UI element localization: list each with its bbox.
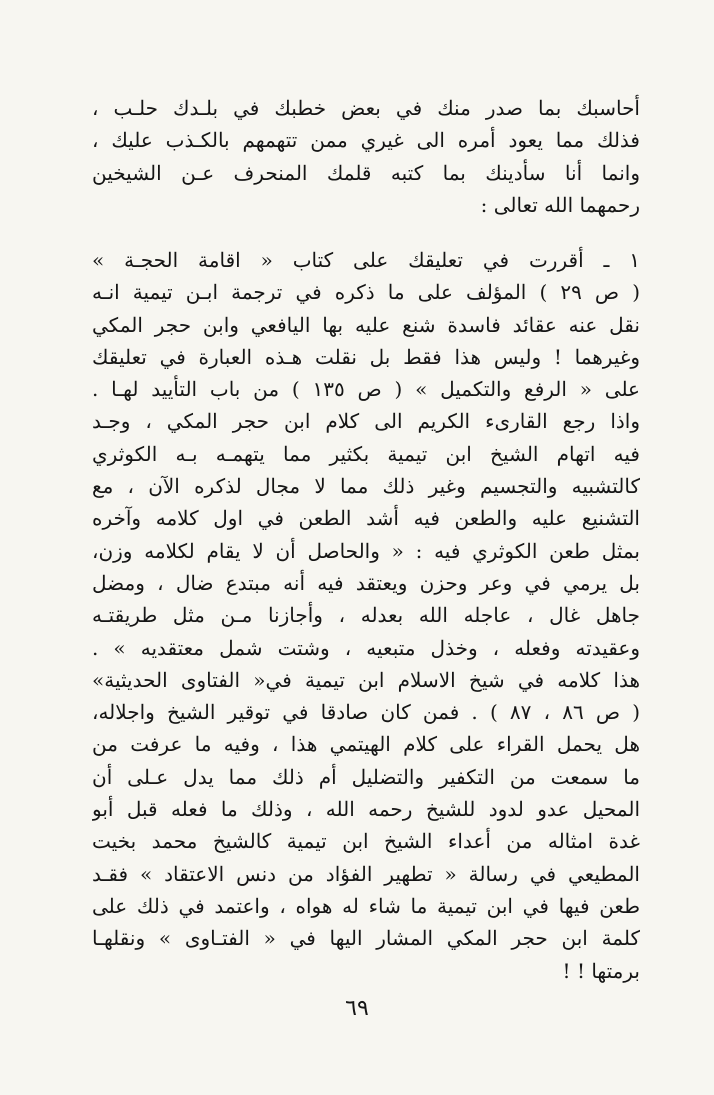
- text-line: المطيعي في رسالة « تطهير الفؤاد من دنس الاعتقاد » فقـد: [92, 861, 640, 886]
- text-line: كلمة ابن حجر المكي المشار اليها في « الفتـاوى » ونقلهـا: [92, 926, 640, 951]
- text-line: برمتها ! !: [562, 958, 640, 983]
- text-line: ١ ـ أقررت في تعليقك على كتاب « اقامة الحجـة »: [92, 248, 640, 272]
- text-line: المحيل عدو لدود للشيخ رحمه الله ، وذلك ما فعله قبل أبو: [92, 797, 640, 822]
- paragraph-2: [92, 244, 640, 987]
- text-line: جاهل غال ، عاجله الله بعدله ، وأجازنا مـن مثل طريقتـه: [92, 603, 640, 628]
- text-line: ما سمعت من التكفير والتضليل أم ذلك مما يدل عـلى أن: [92, 764, 640, 789]
- text-line: ( ص ٨٦ ، ٨٧ ) . فمن كان صادقا في توقير الشيخ واجلاله،: [92, 700, 640, 725]
- text-line: وغيرهما ! وليس هذا فقط بل نقلت هـذه العبارة في تعليقك: [92, 344, 640, 369]
- text-line: فذلك مما يعود أمره الى غيري ممن تتهمهم بالكـذب عليك ،: [92, 128, 640, 153]
- text-line: نقل عنه عقائد فاسدة شنع عليه بها اليافعي وابن حجر المكي: [92, 312, 640, 337]
- text-line: التشنيع عليه والطعن فيه أشد الطعن في اول كلامه وآخره: [92, 506, 640, 531]
- text-line: هل يحمل القراء على كلام الهيتمي هذا ، وفيه ما عرفت من: [92, 732, 640, 757]
- text-line: وانما أنا سأدينك بما كتبه قلمك المنحرف عـن الشيخين: [92, 160, 640, 185]
- text-line: أحاسبك بما صدر منك في بعض خطبك في بلـدك حلـب ،: [92, 96, 640, 120]
- text-line: بمثل طعن الكوثري فيه : « والحاصل أن لا يقام لكلامه وزن،: [92, 538, 640, 563]
- text-line: ( ص ٢٩ ) المؤلف على ما ذكره في ترجمة ابـن تيمية انـه: [92, 280, 640, 305]
- text-line: غدة امثاله من أعداء الشيخ ابن تيمية كالشيخ محمد بخيت: [92, 829, 640, 854]
- text-line: واذا رجع القارىء الكريم الى كلام ابن حجر المكي ، وجـد: [92, 409, 640, 434]
- text-line: هذا كلامه في شيخ الاسلام ابن تيمية في« الفتاوى الحديثية»: [92, 667, 640, 692]
- text-line: فيه اتهام الشيخ ابن تيمية بكثير مما يتهمـه بـه الكوثري: [92, 441, 640, 466]
- text-line: كالتشبيه والتجسيم وغير ذلك مما لا مجال لذكره الآن ، مع: [92, 474, 640, 499]
- text-line: على « الرفع والتكميل » ( ص ١٣٥ ) من باب التأييد لهـا .: [92, 377, 640, 402]
- text-line: بل يرمي في وعر وحزن ويعتقد فيه أنه مبتدع ضال ، ومضل: [92, 570, 640, 595]
- text-line: وعقيدته وفعله ، وخذل متبعيه ، وشتت شمل معتقديه » .: [92, 635, 640, 660]
- page-number: ٦٩: [345, 996, 369, 1021]
- text-line: رحمهما الله تعالى :: [480, 192, 640, 217]
- text-line: طعن فيها في ابن تيمية ما شاء له هواه ، واعتمد في ذلك على: [92, 893, 640, 918]
- paragraph-1: [92, 92, 640, 221]
